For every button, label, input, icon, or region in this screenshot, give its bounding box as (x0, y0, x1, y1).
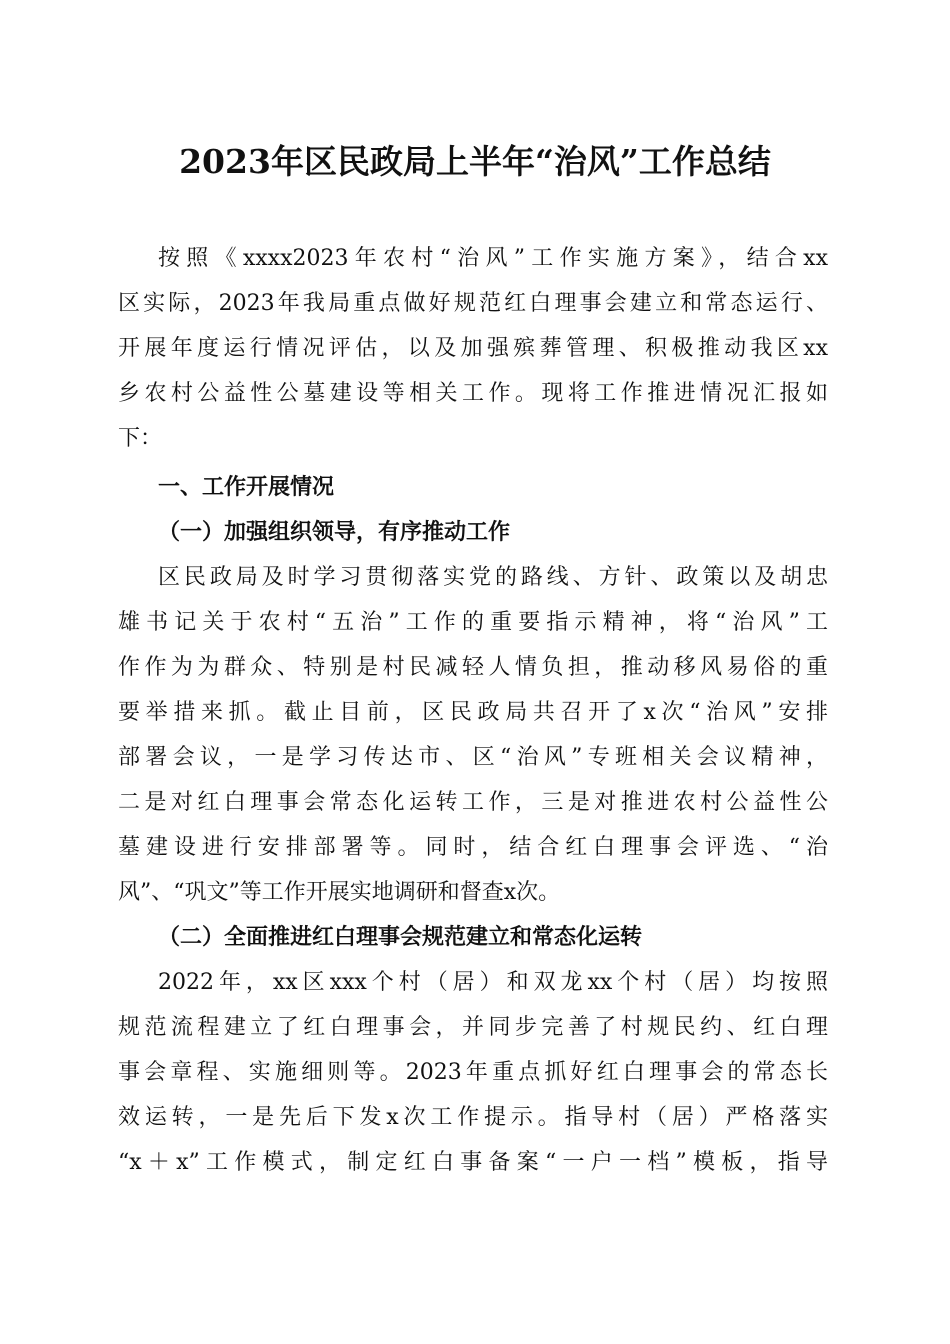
text-line: 按照《xxxx2023年农村“治风”工作实施方案》，结合xx (158, 246, 828, 271)
text-line: 墓建设进行安排部署等。同时，结合红白理事会评选、“治 (118, 835, 828, 860)
text-line: 二是对红白理事会常态化运转工作，三是对推进农村公益性公 (118, 790, 828, 815)
text-line: 下： (118, 426, 163, 451)
text-line: 乡农村公益性公墓建设等相关工作。现将工作推进情况汇报如 (118, 381, 828, 406)
text-line: 雄书记关于农村“五治”工作的重要指示精神，将“治风”工 (118, 610, 828, 635)
body-paragraph (118, 555, 828, 915)
document-title: 2023年区民政局上半年“治风”工作总结 (179, 142, 771, 181)
text-line: 规范流程建立了红白理事会，并同步完善了村规民约、红白理 (118, 1015, 828, 1040)
intro-paragraph (118, 236, 828, 461)
text-line: 事会章程、实施细则等。2023年重点抓好红白理事会的常态长 (118, 1060, 828, 1085)
text-line: 要举措来抓。截止目前，区民政局共召开了x次“治风”安排 (118, 700, 828, 725)
text-line: 部署会议，一是学习传达市、区“治风”专班相关会议精神， (118, 745, 828, 770)
text-line: 效运转，一是先后下发x次工作提示。指导村（居）严格落实 (118, 1105, 828, 1130)
body-paragraph (118, 960, 828, 1185)
document-body (118, 236, 828, 1185)
subsection-heading: （二）全面推进红白理事会规范建立和常态化运转 (158, 924, 643, 950)
text-line: 区民政局及时学习贯彻落实党的路线、方针、政策以及胡忠 (158, 565, 828, 590)
subsection-heading: （一）加强组织领导，有序推动工作 (158, 519, 511, 545)
section-heading: 一、工作开展情况 (158, 475, 335, 500)
text-line: 2022年，xx区xxx个村（居）和双龙xx个村（居）均按照 (158, 970, 828, 995)
text-line: 区实际，2023年我局重点做好规范红白理事会建立和常态运行、 (118, 291, 828, 316)
text-line: “x＋x”工作模式，制定红白事备案“一户一档”模板，指导 (118, 1150, 828, 1175)
text-line: 作作为为群众、特别是村民减轻人情负担，推动移风易俗的重 (118, 655, 828, 680)
text-line: 风”、“巩文”等工作开展实地调研和督查x次。 (118, 880, 561, 905)
text-line: 开展年度运行情况评估，以及加强殡葬管理、积极推动我区xx (118, 336, 828, 361)
